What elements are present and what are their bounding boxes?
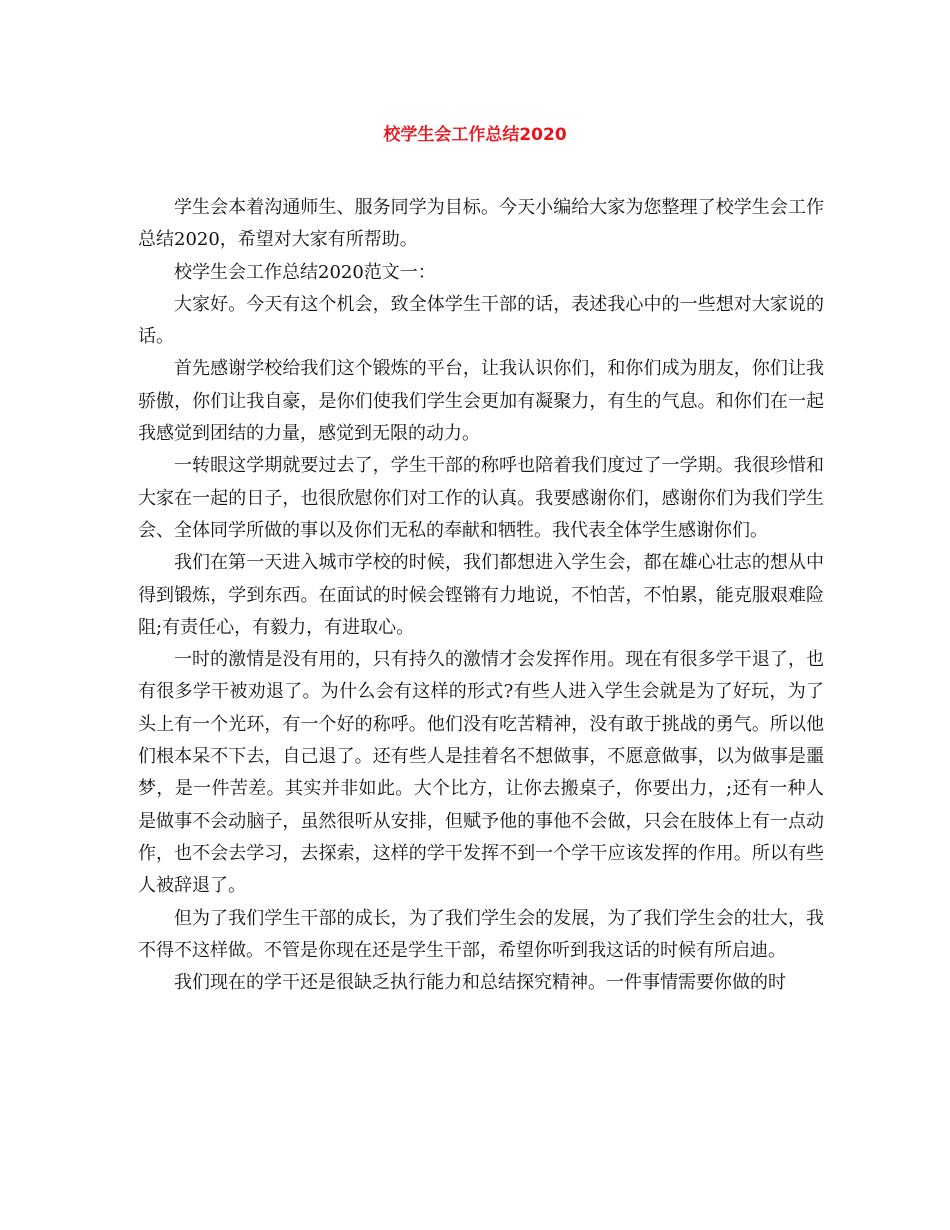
paragraph: 一时的激情是没有用的，只有持久的激情才会发挥作用。现在有很多学干退了，也有很多学干被劝退了。为什么会有这样的形式?有些人进入学生会就是为了好玩，为了头上有一个光环，有一个好的称呼。他们没有吃苦精神，没有敢于挑战的勇气。所以他们根本呆不下去，自己退了。还有些人是挂着名不想做事，不愿意做事，以为做事是噩梦，是一件苦差。其实并非如此。大个比方，让你去搬桌子，你要出力，;还有一种人是做事不会动脑子，虽然很听从安排，但赋予他的事他不会做，只会在肢体上有一点动作，也不会去学习，去探索，这样的学干发挥不到一个学干应该发挥的作用。所以有些人被辞退了。	[138, 649, 824, 897]
paragraph: 但为了我们学生干部的成长，为了我们学生会的发展，为了我们学生会的壮大，我不得不这样做。不管是你现在还是学生干部，希望你听到我这话的时候有所启迪。	[138, 907, 824, 961]
document-title: 校学生会工作总结2020	[383, 125, 567, 145]
paragraph: 大家好。今天有这个机会，致全体学生干部的话，表述我心中的一些想对大家说的话。	[138, 293, 824, 348]
paragraph: 校学生会工作总结2020范文一：	[174, 261, 436, 283]
paragraph: 一转眼这学期就要过去了，学生干部的称呼也陪着我们度过了一学期。我很珍惜和大家在一起的日子，也很欣慰你们对工作的认真。我要感谢你们，感谢你们为我们学生会、全体同学所做的事以及你们无私的奉献和牺牲。我代表全体学生感谢你们。	[138, 455, 824, 541]
paragraph: 学生会本着沟通师生、服务同学为目标。今天小编给大家为您整理了校学生会工作总结2020，希望对大家有所帮助。	[138, 197, 824, 251]
paragraph: 我们现在的学干还是很缺乏执行能力和总结探究精神。一件事情需要你做的时	[174, 972, 786, 994]
paragraph: 首先感谢学校给我们这个锻炼的平台，让我认识你们，和你们成为朋友，你们让我骄傲，你们让我自豪，是你们使我们学生会更加有凝聚力，有生的气息。和你们在一起我感觉到团结的力量，感觉到无限的动力。	[138, 358, 824, 445]
document-body	[138, 192, 824, 999]
paragraph: 我们在第一天进入城市学校的时候，我们都想进入学生会，都在雄心壮志的想从中得到锻炼，学到东西。在面试的时候会铿锵有力地说，不怕苦，不怕累，能克服艰难险阻;有责任心，有毅力，有进取心。	[138, 552, 824, 638]
